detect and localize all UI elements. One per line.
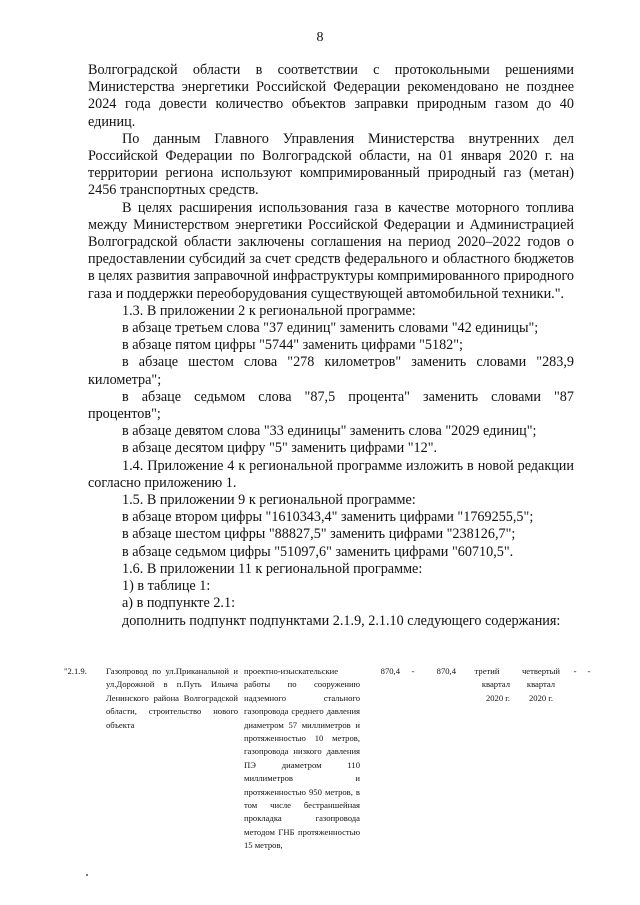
paragraph: в абзаце седьмом цифры "51097,6" заменить цифрами "60710,5". (122, 543, 514, 560)
paragraph: В целях расширения использования газа в качестве моторного топлива между Министерством энергетики Российской Федерации и Администрацией Волгоградской области заключены соглашения на период 2020–2022 годов о предоставлении субсидий за счет средств федерального и областного бюджетов в целях развития заправочной инфраструктуры компримированного природного газа и поддержки переоборудования существующей автомобильной техники.". (88, 199, 574, 302)
end-period-line: 2020 г. (528, 692, 554, 703)
paragraph: в абзаце третьем слова "37 единиц" заменить словами "42 единицы"; (122, 320, 539, 337)
paragraph: а) в подпункте 2.1: (122, 595, 236, 612)
start-period-line: третий (474, 666, 500, 676)
end-period (514, 665, 568, 705)
start-period (460, 665, 514, 705)
paragraph: в абзаце шестом слова "278 километров" заменить словами "283,9 километра"; (88, 354, 574, 388)
paragraph: 1.5. В приложении 9 к региональной программе: (122, 492, 416, 509)
paragraph: 1.6. В приложении 11 к региональной программе: (122, 560, 423, 577)
paragraph: в абзаце шестом цифры "88827,5" заменить цифрами "238126,7"; (122, 526, 516, 543)
end-period-line: четвертый (521, 666, 561, 676)
paragraph: в абзаце девятом слова "33 единицы" заменить слова "2029 единиц"; (122, 423, 537, 440)
dash-cell: - (573, 666, 577, 676)
paragraph: 1) в таблице 1: (122, 578, 211, 595)
paragraph: в абзаце втором цифры "1610343,4" заменить цифрами "1769255,5"; (122, 509, 534, 526)
paragraph: 1.3. В приложении 2 к региональной программе: (122, 302, 416, 319)
paragraph: в абзаце седьмом слова "87,5 процента" заменить словами "87 процентов"; (88, 388, 574, 423)
value-dash: - (411, 666, 415, 676)
paragraph: дополнить подпункт подпунктами 2.1.9, 2.1.10 следующего содержания: (122, 612, 561, 629)
paragraph: в абзаце десятом цифру "5" заменить цифрами "12". (122, 440, 438, 457)
object-name: Газопровод по ул.Приканальной и ул.Дорожной в п.Путь Ильича Ленинского района Волгоградской области, строительство нового объекта (106, 666, 238, 730)
start-period-line: 2020 г. (485, 692, 510, 703)
scan-speck (86, 874, 88, 876)
row-number: "2.1.9. (64, 666, 87, 676)
work-description: проектно-изыскательские работы по сооружению надземного стального газопровода среднего давления диаметром 57 миллиметров и протяженностью 10 метров, газопровода низкого давления ПЭ диаметром 110 миллиметров и протяженностью 950 метров, в том числе бестраншейная прокладка газопровода методом ГНБ протяженностью 15 метров, (244, 666, 360, 851)
paragraph: в абзаце пятом цифры "5744" заменить цифрами "5182"; (122, 337, 463, 354)
value-regional: 870,4 (436, 666, 456, 676)
paragraph: Волгоградской области в соответствии с протокольными решениями Министерства энергетики Российской Федерации рекомендовано не позднее 2024 года довести количество объектов заправки природным газом до 40 единиц. (88, 62, 574, 130)
end-period-line: квартал (526, 679, 556, 690)
page-number: 8 (316, 30, 324, 45)
document-body (88, 62, 574, 630)
table-row (62, 665, 598, 853)
program-table (62, 665, 598, 853)
paragraph: По данным Главного Управления Министерства внутренних дел Российской Федерации по Волгоградской области, на 01 января 2020 г. на территории региона используют компримированный природный газ (метан) 2456 транспортных средств. (88, 130, 574, 199)
dash-cell: - (587, 666, 591, 676)
paragraph: 1.4. Приложение 4 к региональной программе изложить в новой редакции согласно приложению 1. (88, 457, 574, 491)
value-total: 870,4 (380, 666, 400, 676)
start-period-line: квартал (481, 679, 510, 690)
